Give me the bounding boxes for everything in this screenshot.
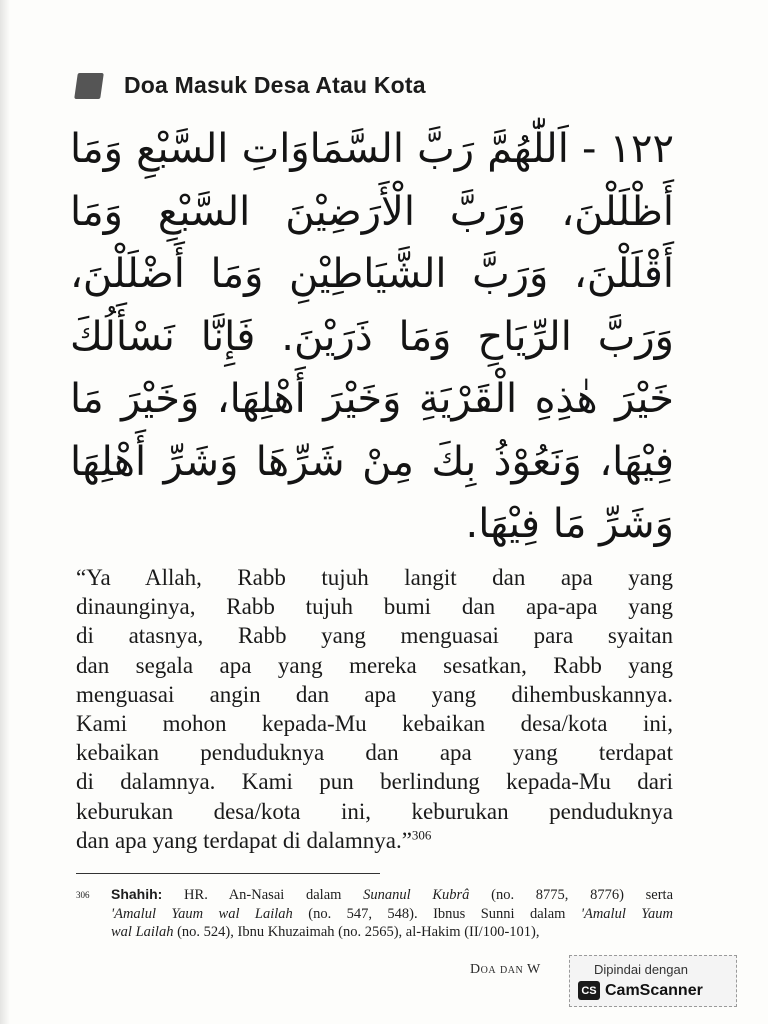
footnote-text: (no. 524), Ibnu Khuzaimah (no. 2565), al-Hakim (II/100-101), bbox=[173, 924, 540, 940]
translation-line: Kami mohon kepada-Mu kebaikan desa/kota ini, bbox=[76, 710, 673, 736]
footnote-label: Shahih: bbox=[111, 886, 163, 902]
arabic-line: فِيْهَا، وَنَعُوْذُ بِكَ مِنْ شَرِّهَا وَشَرِّ أَهْلِهَا bbox=[70, 438, 674, 485]
arabic-line: أَظْلَلْنَ، وَرَبَّ الْأَرَضِيْنَ السَّبْعِ وَمَا bbox=[70, 188, 674, 235]
footnote-number: 306 bbox=[76, 890, 90, 900]
footnote-body bbox=[111, 885, 673, 942]
footnote bbox=[76, 885, 673, 942]
arabic-line: وَرَبَّ الرِّيَاحِ وَمَا ذَرَيْنَ. فَإِنَّا نَسْأَلُكَ bbox=[70, 313, 674, 360]
camscanner-logo-icon: CS bbox=[578, 981, 600, 1000]
watermark-brand-row bbox=[578, 981, 703, 1000]
camscanner-watermark bbox=[569, 955, 737, 1007]
footnote-book-title: wal Lailah bbox=[111, 924, 174, 940]
translation-line: di atasnya, Rabb yang menguasai para syaitan bbox=[76, 623, 673, 649]
arabic-line: خَيْرَ هٰذِهِ الْقَرْيَةِ وَخَيْرَ أَهْلِهَا، وَخَيْرَ مَا bbox=[70, 376, 674, 422]
translation-line: “Ya Allah, Rabb tujuh langit dan apa yang bbox=[76, 565, 673, 590]
translation-line: keburukan desa/kota ini, keburukan penduduknya bbox=[76, 798, 673, 824]
watermark-brand: CamScanner bbox=[605, 981, 703, 999]
translation-line-last bbox=[76, 826, 673, 855]
footnote-book-title: 'Amalul Yaum bbox=[580, 905, 673, 922]
footnote-text: HR. An-Nasai dalam bbox=[162, 887, 364, 903]
arabic-line: ١٢٢ - اَللّٰهُمَّ رَبَّ السَّمَاوَاتِ السَّبْعِ وَمَا bbox=[70, 126, 674, 172]
arabic-prayer bbox=[70, 118, 674, 556]
footnote-text: (no. 8775, 8776) serta bbox=[469, 887, 674, 903]
footnote-line bbox=[111, 905, 673, 924]
heading-square-icon bbox=[74, 73, 104, 99]
translation-line: dinaunginya, Rabb tujuh bumi dan apa-apa yang bbox=[76, 594, 673, 620]
translation-line: di dalamnya. Kami pun berlindung kepada-Mu dari bbox=[76, 769, 673, 795]
footnote-reference[interactable]: 306 bbox=[411, 827, 432, 843]
footnote-line bbox=[111, 885, 673, 905]
arabic-line: أَقْلَلْنَ، وَرَبَّ الشَّيَاطِيْنِ وَمَا أَضْلَلْنَ، bbox=[70, 251, 674, 297]
footnote-book-title: Sunanul Kubrâ bbox=[363, 887, 470, 903]
translation-line: dan segala apa yang mereka sesatkan, Rabb yang bbox=[76, 652, 673, 678]
page-edge-shadow bbox=[0, 0, 10, 1024]
footnote-book-title: 'Amalul Yaum wal Lailah bbox=[111, 905, 293, 922]
translation-line: kebaikan penduduknya dan apa yang terdapat bbox=[76, 740, 673, 766]
heading-title: Doa Masuk Desa Atau Kota bbox=[124, 72, 426, 98]
translation-line-text: dan apa yang terdapat di dalamnya.” bbox=[76, 827, 412, 853]
footnote-text: (no. 547, 548). Ibnus Sunni dalam bbox=[292, 905, 581, 922]
footnote-line bbox=[111, 923, 673, 942]
footnote-divider bbox=[76, 873, 380, 874]
watermark-caption: Dipindai dengan bbox=[594, 962, 688, 977]
translation-line: menguasai angin dan apa yang dihembuskannya. bbox=[76, 681, 673, 707]
section-heading bbox=[76, 72, 426, 99]
translation-paragraph bbox=[76, 563, 673, 855]
arabic-line: وَشَرِّ مَا فِيْهَا. bbox=[465, 501, 674, 547]
running-footer: Doa dan W bbox=[470, 962, 541, 977]
